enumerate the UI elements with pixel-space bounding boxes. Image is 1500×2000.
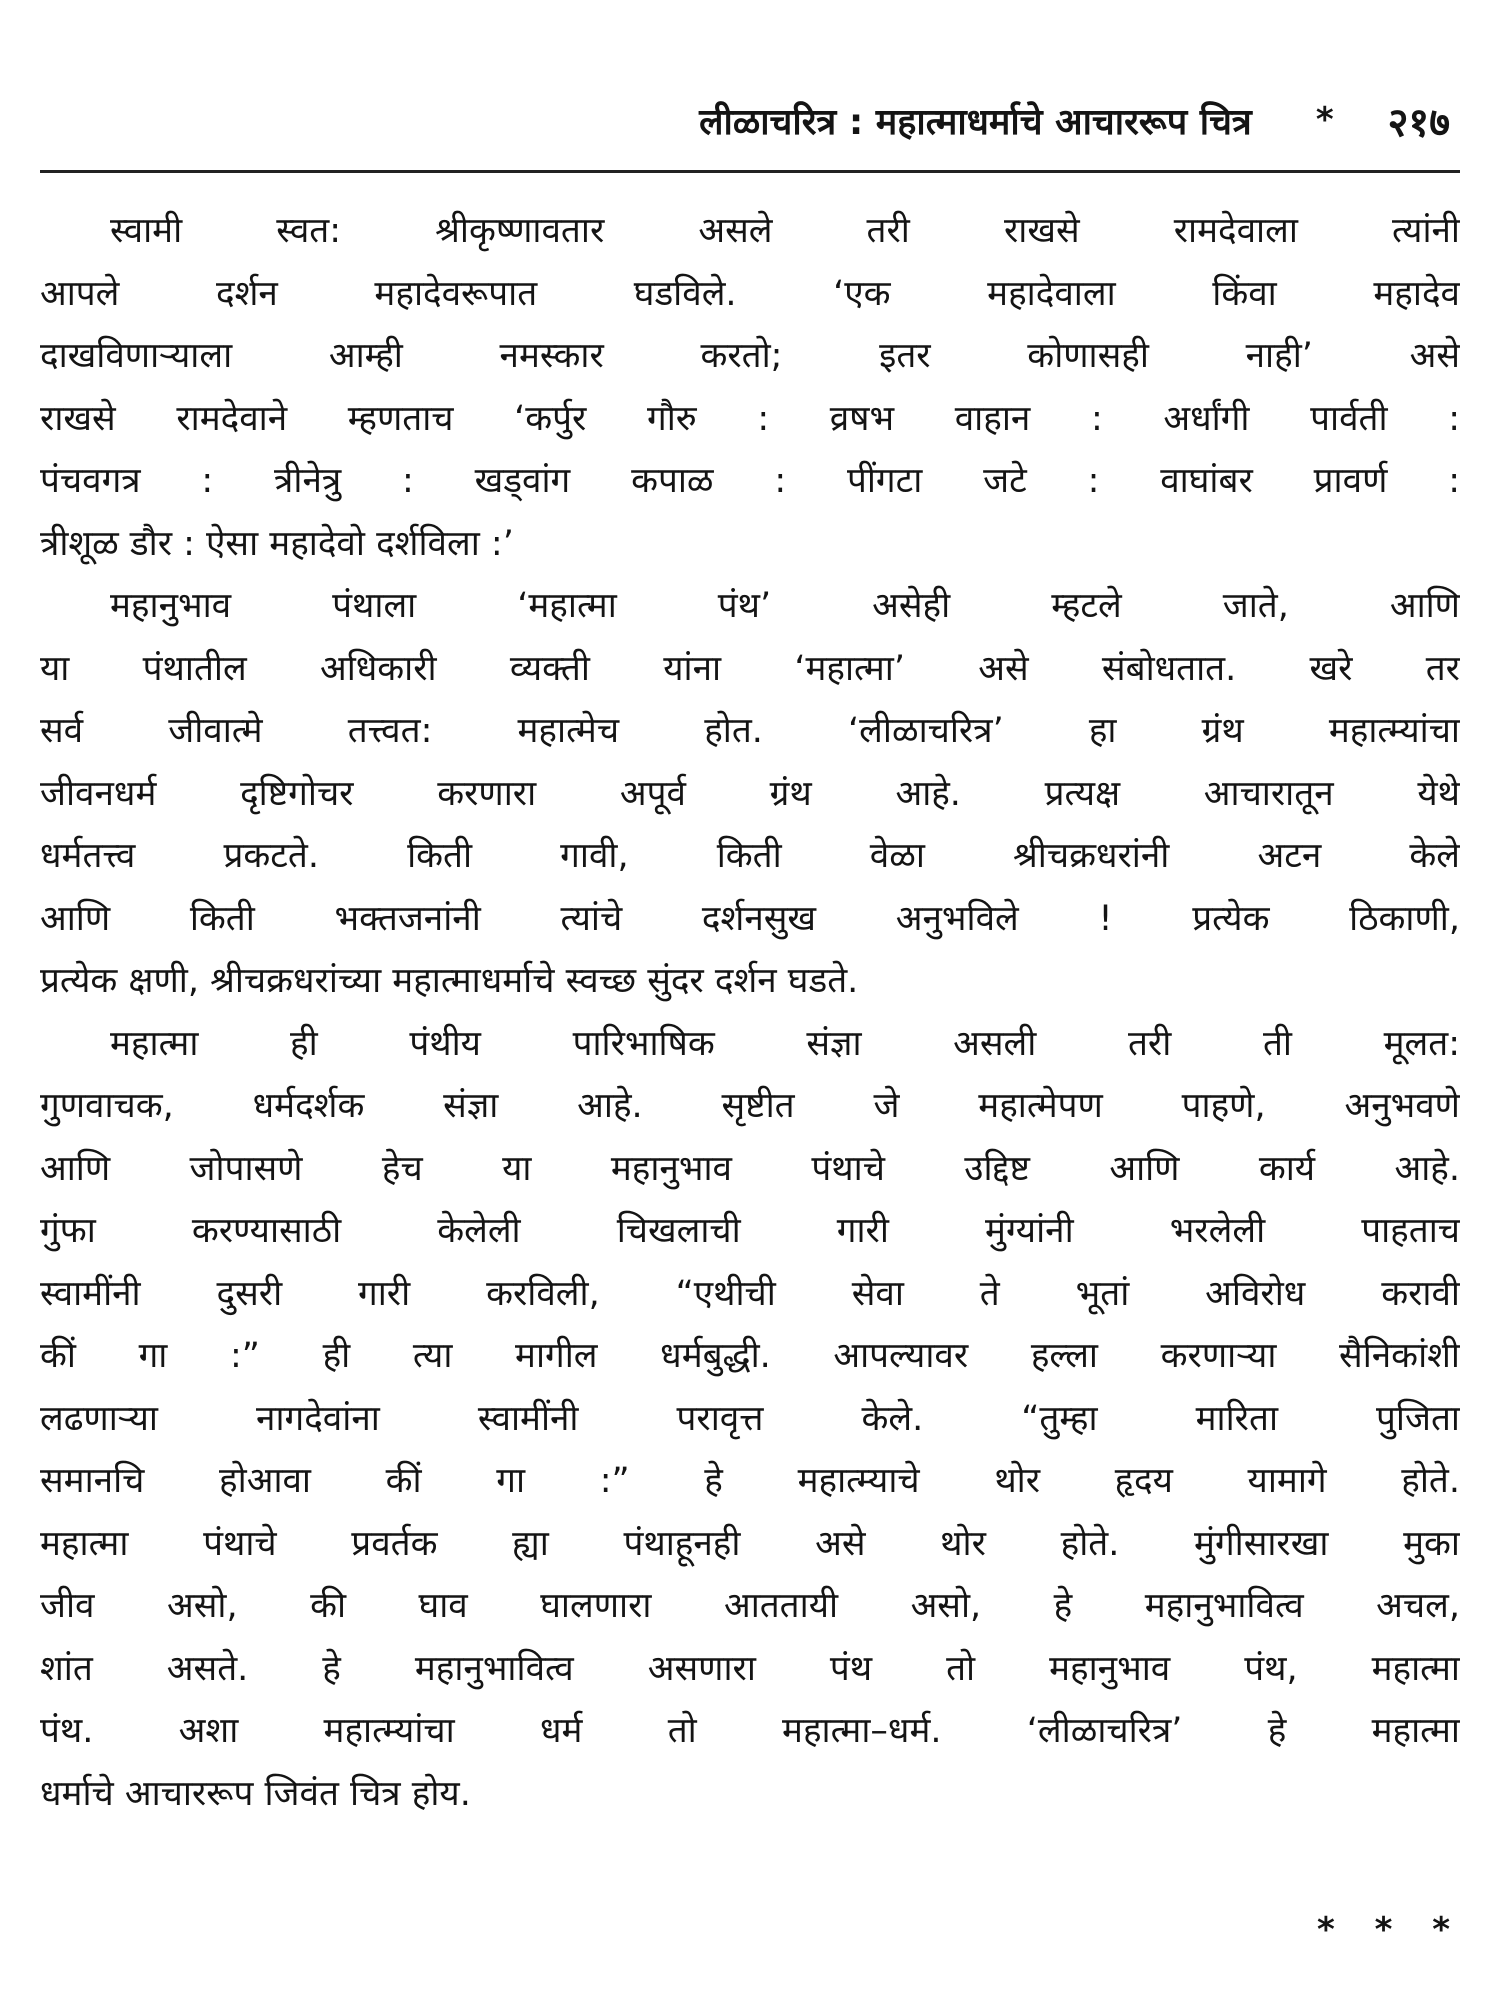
running-head bbox=[40, 95, 1460, 145]
text-line: गुंफा करण्यासाठी केलेली चिखलाची गारी मुंग्यांनी भरलेली पाहताच bbox=[40, 1211, 1460, 1251]
header-rule bbox=[40, 170, 1460, 173]
text-line: सर्व जीवात्मे तत्त्वत: महात्मेच होत. ‘लीळाचरित्र’ हा ग्रंथ महात्म्यांचा bbox=[40, 711, 1460, 751]
text-line: महानुभाव पंथाला ‘महात्मा पंथ’ असेही म्हटले जाते, आणि bbox=[110, 586, 1460, 626]
text-line: आणि जोपासणे हेच या महानुभाव पंथाचे उद्दिष्ट आणि कार्य आहे. bbox=[40, 1148, 1460, 1189]
text-line: महात्मा पंथाचे प्रवर्तक ह्या पंथाहूनही असे थोर होते. मुंगीसारखा मुका bbox=[40, 1523, 1460, 1564]
text-line: समानचि होआवा कीं गा :” हे महात्म्याचे थोर हृदय यामागे होते. bbox=[40, 1461, 1460, 1501]
text-line: पंचवगत्र : त्रीनेत्रु : खड्वांग कपाळ : पींगटा जटे : वाघांबर प्रावर्ण : bbox=[40, 461, 1460, 501]
text-line: गुणवाचक, धर्मदर्शक संज्ञा आहे. सृष्टीत जे महात्मेपण पाहणे, अनुभवणे bbox=[40, 1086, 1460, 1126]
text-line: धर्मतत्त्व प्रकटते. किती गावी, किती वेळा श्रीचक्रधरांनी अटन केले bbox=[40, 836, 1460, 876]
text-line: कीं गा :” ही त्या मागील धर्मबुद्धी. आपल्यावर हल्ला करणाऱ्या सैनिकांशी bbox=[40, 1336, 1460, 1376]
text-line: दाखविणाऱ्याला आम्ही नमस्कार करतो; इतर कोणासही नाही’ असे bbox=[40, 336, 1460, 376]
text-line: या पंथातील अधिकारी व्यक्ती यांना ‘महात्मा’ असे संबोधतात. खरे तर bbox=[40, 648, 1460, 689]
page-number: २१७ bbox=[1387, 99, 1450, 146]
section-end-mark: * * * bbox=[1316, 1910, 1464, 1950]
paragraph-1 bbox=[40, 200, 1460, 575]
text-line: स्वामी स्वत: श्रीकृष्णावतार असले तरी राखसे रामदेवाला त्यांनी bbox=[110, 211, 1460, 251]
text-line: लढणाऱ्या नागदेवांना स्वामींनी परावृत्त केले. “तुम्हा मारिता पुजिता bbox=[40, 1398, 1460, 1439]
paragraph-3 bbox=[40, 1013, 1460, 1826]
text-line: महात्मा ही पंथीय पारिभाषिक संज्ञा असली तरी ती मूलत: bbox=[110, 1023, 1460, 1064]
running-head-title: लीळाचरित्र : महात्माधर्माचे आचाररूप चित्र bbox=[699, 101, 1252, 143]
text-line: शांत असते. हे महानुभावित्व असणारा पंथ तो महानुभाव पंथ, महात्मा bbox=[40, 1648, 1460, 1689]
text-line: स्वामींनी दुसरी गारी करविली, “एथीची सेवा ते भूतां अविरोध करावी bbox=[40, 1273, 1460, 1314]
text-line: धर्माचे आचाररूप जिवंत चित्र होय. bbox=[40, 1773, 471, 1814]
text-line: त्रीशूळ डौर : ऐसा महादेवो दर्शविला :’ bbox=[40, 523, 514, 564]
text-line: आणि किती भक्तजनांनी त्यांचे दर्शनसुख अनुभविले ! प्रत्येक ठिकाणी, bbox=[40, 898, 1460, 939]
text-line: प्रत्येक क्षणी, श्रीचक्रधरांच्या महात्माधर्माचे स्वच्छ सुंदर दर्शन घडते. bbox=[40, 961, 859, 1001]
text-line: जीवनधर्म दृष्टिगोचर करणारा अपूर्व ग्रंथ आहे. प्रत्यक्ष आचारातून येथे bbox=[40, 773, 1460, 814]
text-line: राखसे रामदेवाने म्हणताच ‘कर्पुर गौरु : व्रषभ वाहान : अर्धांगी पार्वती : bbox=[40, 398, 1460, 439]
body-text bbox=[40, 200, 1460, 1825]
paragraph-2 bbox=[40, 575, 1460, 1013]
text-line: पंथ. अशा महात्म्यांचा धर्म तो महात्मा–धर्म. ‘लीळाचरित्र’ हे महात्मा bbox=[40, 1711, 1460, 1751]
text-line: जीव असो, की घाव घालणारा आततायी असो, हे महानुभावित्व अचल, bbox=[40, 1586, 1460, 1626]
text-line: आपले दर्शन महादेवरूपात घडविले. ‘एक महादेवाला किंवा महादेव bbox=[40, 273, 1460, 314]
running-head-separator: * bbox=[1315, 100, 1334, 140]
